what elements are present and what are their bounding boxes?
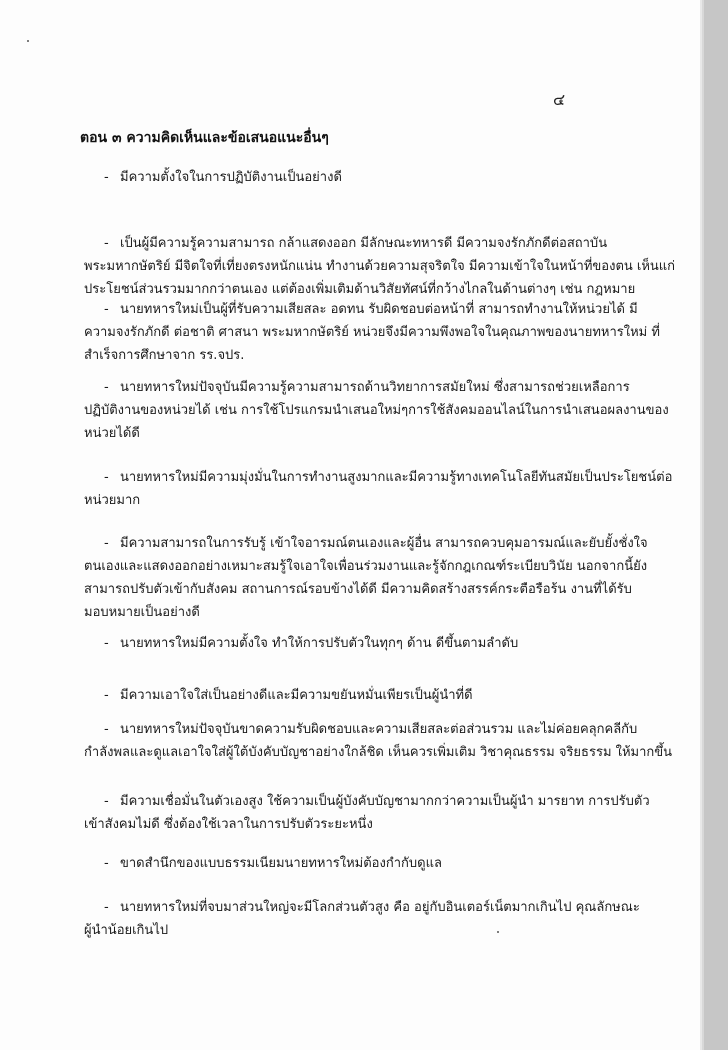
comment-item bbox=[84, 532, 648, 624]
section-heading: ตอน ๓ ความคิดเห็นและข้อเสนอแนะอื่นๆ bbox=[80, 130, 329, 146]
comment-line: ประโยชน์ส่วนรวมมากกว่าตนเอง แต่ต้องเพิ่มเติมด้านวิสัยทัศน์ที่กว้างไกลในด้านต่างๆ เช่น กฎหมาย bbox=[84, 282, 636, 297]
comment-line bbox=[84, 852, 614, 875]
comment-text: นายทหารใหม่มีความตั้งใจ ทำให้การปรับตัวในทุกๆ ด้าน ดีขึ้นตามลำดับ bbox=[120, 636, 519, 651]
comment-line bbox=[84, 896, 640, 919]
comment-text: นายทหารใหม่มีความมุ่งมั่นในการทำงานสูงมากและมีความรู้ทางเทคโนโลยีทันสมัยเป็นประโยชน์ต่อ bbox=[120, 470, 673, 485]
comment-line bbox=[84, 232, 614, 255]
bullet-dash: - bbox=[104, 470, 109, 485]
comment-line bbox=[84, 790, 650, 813]
comment-text: เป็นผู้มีความรู้ความสามารถ กล้าแสดงออก มีลักษณะทหารดี มีความจงรักภักดีต่อสถาบัน bbox=[120, 236, 608, 251]
scan-speck bbox=[27, 40, 29, 42]
comment-text: นายทหารใหม่ปัจจุบันขาดความรับผิดชอบและความเสียสละต่อส่วนรวม และไม่ค่อยคลุกคลีกับ bbox=[120, 722, 638, 737]
comment-item bbox=[84, 790, 650, 836]
bullet-dash: - bbox=[104, 236, 109, 251]
comment-item bbox=[84, 718, 673, 764]
comment-text: นายทหารใหม่ที่จบมาส่วนใหญ่จะมีโลกส่วนตัวสูง คือ อยู่กับอินเตอร์เน็ตมากเกินไป คุณลักษณะ bbox=[120, 900, 640, 915]
comment-line: หน่วยได้ดี bbox=[84, 426, 140, 441]
comment-item bbox=[84, 298, 660, 367]
comment-line: ปฏิบัติงานของหน่วยได้ เช่น การใช้โปรแกรมนำเสนอใหม่ๆการใช้สังคมออนไลน์ในการนำเสนอผลงานของ bbox=[84, 403, 669, 418]
page-number: ๔ bbox=[553, 90, 566, 109]
comment-text: นายทหารใหม่ปัจจุบันมีความรู้ความสามารถด้านวิทยาการสมัยใหม่ ซึ่งสามารถช่วยเหลือการ bbox=[120, 380, 630, 395]
comment-line: สามารถปรับตัวเข้ากับสังคม สถานการณ์รอบข้างได้ดี มีความคิดสร้างสรรค์กระตือรือร้น งานที่ได้รับ bbox=[84, 582, 632, 597]
bullet-dash: - bbox=[104, 722, 109, 737]
comment-line bbox=[84, 632, 614, 655]
comment-item bbox=[84, 684, 614, 707]
bullet-dash: - bbox=[104, 794, 109, 809]
comment-line bbox=[84, 532, 648, 555]
comment-text: มีความสามารถในการรับรู้ เข้าใจอารมณ์ตนเองและผู้อื่น สามารถควบคุมอารมณ์และยับยั้งชั่งใจ bbox=[120, 536, 648, 551]
comment-line: พระมหากษัตริย์ มีจิตใจที่เที่ยงตรงหนักแน่น ทำงานด้วยความสุจริตใจ มีความเข้าใจในหน้าที่ของตน เห็นแก่ bbox=[84, 259, 676, 274]
bullet-dash: - bbox=[104, 856, 109, 871]
comment-item bbox=[84, 376, 669, 445]
comment-line: กำลังพลและดูแลเอาใจใส่ผู้ใต้บังคับบัญชาอย่างใกล้ชิด เห็นควรเพิ่มเติม วิชาคุณธรรม จริยธรรม ให้มากขึ้น bbox=[84, 745, 673, 760]
comment-text: มีความเอาใจใส่เป็นอย่างดีและมีความขยันหมั่นเพียรเป็นผู้นำที่ดี bbox=[120, 688, 473, 703]
comment-item bbox=[84, 896, 640, 942]
comment-text: นายทหารใหม่เป็นผู้ที่รับความเสียสละ อดทน รับผิดชอบต่อหน้าที่ สามารถทำงานให้หน่วยได้ มี bbox=[120, 302, 638, 317]
comment-item bbox=[84, 166, 614, 189]
bullet-dash: - bbox=[104, 302, 109, 317]
bullet-dash: - bbox=[104, 170, 109, 185]
comment-line: ผู้นำน้อยเกินไป bbox=[84, 923, 169, 938]
bullet-dash: - bbox=[104, 380, 109, 395]
comment-line: หน่วยมาก bbox=[84, 493, 141, 508]
comment-text: มีความตั้งใจในการปฏิบัติงานเป็นอย่างดี bbox=[120, 170, 342, 185]
comment-line bbox=[84, 298, 638, 321]
bullet-dash: - bbox=[104, 688, 109, 703]
comment-item bbox=[84, 632, 614, 655]
comment-text: มีความเชื่อมั่นในตัวเองสูง ใช้ความเป็นผู้บังคับบัญชามากกว่าความเป็นผู้นำ มารยาท การปรับตัว bbox=[120, 794, 650, 809]
bullet-dash: - bbox=[104, 636, 109, 651]
comment-line: สำเร็จการศึกษาจาก รร.จปร. bbox=[84, 348, 245, 363]
bullet-dash: - bbox=[104, 900, 109, 915]
comment-text: ขาดสำนึกของแบบธรรมเนียมนายทหารใหม่ต้องกำกับดูแล bbox=[120, 856, 442, 871]
comment-line bbox=[84, 376, 630, 399]
comment-line: ความจงรักภักดี ต่อชาติ ศาสนา พระมหากษัตริย์ หน่วยจึงมีความพึงพอใจในคุณภาพของนายทหารใหม่ ที่ bbox=[84, 325, 660, 340]
comment-item bbox=[84, 852, 614, 875]
comment-line bbox=[84, 466, 673, 489]
comment-line: เข้าสังคมไม่ดี ซึ่งต้องใช้เวลาในการปรับตัวระยะหนึ่ง bbox=[84, 817, 373, 832]
bullet-dash: - bbox=[104, 536, 109, 551]
comment-line bbox=[84, 166, 614, 189]
comment-line bbox=[84, 684, 614, 707]
comment-line bbox=[84, 718, 638, 741]
comment-item bbox=[84, 466, 673, 512]
comment-item bbox=[84, 232, 676, 301]
comment-line: มอบหมายเป็นอย่างดี bbox=[84, 605, 200, 620]
comment-line: ตนเองและแสดงออกอย่างเหมาะสมรู้ใจเอาใจเพื่อนร่วมงานและรู้จักกฎเกณฑ์ระเบียบวินัย นอกจากนี้ยัง bbox=[84, 559, 648, 574]
